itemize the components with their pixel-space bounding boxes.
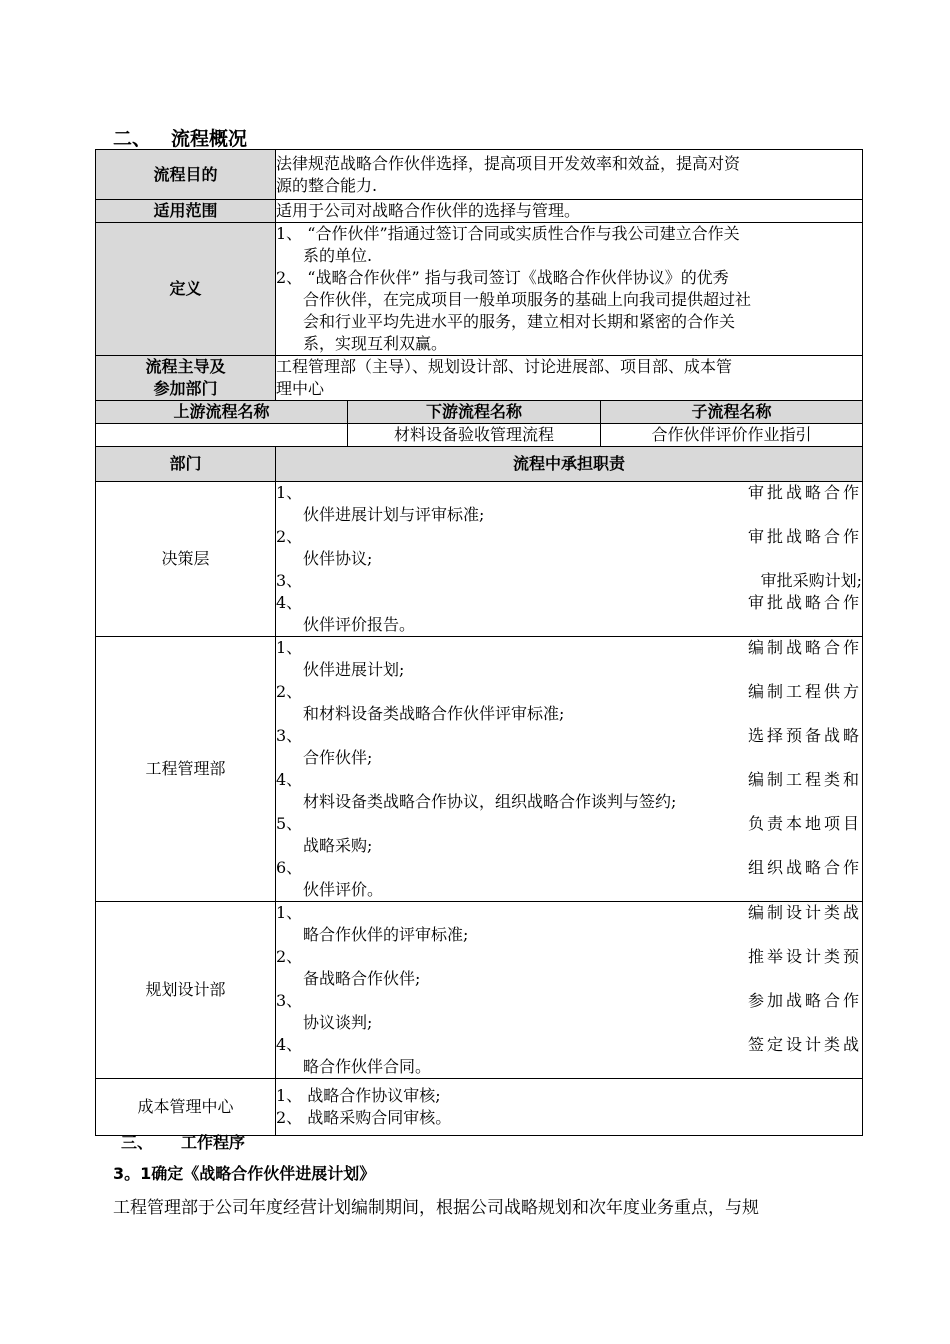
subsection-heading: 3。1确定《战略合作伙伴进展计划》 [113,1164,376,1183]
scope-label: 适用范围 [96,200,276,223]
resp-item: 2、 战略采购合同审核。 [276,1108,452,1127]
departments-text [276,356,863,401]
resp-item-cont: 合作伙伴; [303,748,373,767]
section-number: 三、 [121,1133,154,1152]
row-engineering [96,637,863,902]
section-heading-3 [121,1130,245,1153]
downstream-header: 下游流程名称 [348,401,601,424]
resp-item-cont: 略合作伙伴的评审标准; [303,925,469,944]
label-line: 参加部门 [153,379,218,398]
definition-line: 会和行业平均先进水平的服务，建立相对长期和紧密的合作关 [303,312,736,331]
responsibility-list [276,902,863,1079]
resp-item-cont: 备战略合作伙伴; [303,969,421,988]
responsibility-list [276,637,863,902]
resp-item: 2、 编制工程供方 [276,682,863,701]
related-header-row [96,401,863,424]
responsibility-list [276,482,863,637]
row-cost [96,1079,863,1136]
purpose-line: 源的整合能力. [276,175,378,195]
resp-item: 5、 负责本地项目 [276,814,863,833]
resp-item: 1、 审批战略合作 [276,483,863,502]
definition-line: 1、 “合作伙伴”指通过签订合同或实质性合作与我公司建立合作关 [276,224,740,243]
resp-item-cont: 伙伴评价。 [303,880,384,899]
definition-line: 合作伙伴，在完成项目一般单项服务的基础上向我司提供超过社 [303,290,752,309]
resp-item: 4、 审批战略合作 [276,593,863,612]
definition-line: 系，实现互利双赢。 [303,334,448,353]
responsibility-list [276,1079,863,1136]
resp-item-cont: 伙伴评价报告。 [303,615,416,634]
resp-item: 6、 组织战略合作 [276,858,863,877]
resp-header: 流程中承担职责 [276,447,863,482]
resp-item: 2、 审批战略合作 [276,527,863,546]
definition-line: 2、 “战略合作伙伴” 指与我司签订《战略合作伙伴协议》的优秀 [276,268,729,287]
row-purpose [96,150,863,200]
dept-name: 规划设计部 [96,902,276,1079]
departments-line: 理中心 [276,379,325,398]
section-title: 流程概况 [171,128,248,150]
row-departments [96,356,863,401]
row-scope [96,200,863,223]
resp-item-cont: 和材料设备类战略合作伙伴评审标准; [303,704,565,723]
departments-label [96,356,276,401]
resp-item: 1、 编制战略合作 [276,638,863,657]
body-paragraph: 工程管理部于公司年度经营计划编制期间，根据公司战略规划和次年度业务重点，与规 [113,1198,759,1218]
resp-item: 3、 参加战略合作 [276,991,863,1010]
row-planning [96,902,863,1079]
resp-item: 3、 选择预备战略 [276,726,863,745]
scope-text: 适用于公司对战略合作伙伴的选择与管理。 [276,200,863,223]
responsibility-header-row [96,447,863,482]
related-value-row [96,424,863,447]
resp-item: 4、 编制工程类和 [276,770,863,789]
section-title: 工作程序 [181,1133,246,1152]
subprocess-value: 合作伙伴评价作业指引 [601,424,863,447]
purpose-text [276,150,863,200]
row-definition [96,223,863,356]
dept-name: 工程管理部 [96,637,276,902]
purpose-label: 流程目的 [96,150,276,200]
dept-name: 决策层 [96,482,276,637]
upstream-header: 上游流程名称 [96,401,348,424]
definition-label: 定义 [96,223,276,356]
resp-item: 1、 编制设计类战 [276,903,863,922]
resp-item-cont: 伙伴进展计划与评审标准; [303,505,485,524]
upstream-value [96,424,348,447]
resp-item: 2、 推举设计类预 [276,947,863,966]
definition-line: 系的单位. [303,246,373,265]
resp-item: 4、 签定设计类战 [276,1035,863,1054]
section-number: 二、 [113,128,152,150]
downstream-value: 材料设备验收管理流程 [348,424,601,447]
resp-item-cont: 略合作伙伴合同。 [303,1057,432,1076]
section-heading-2 [113,124,247,151]
resp-item: 3、 审批采购计划; [276,571,863,590]
row-decision [96,482,863,637]
resp-item-cont: 材料设备类战略合作协议，组织战略合作谈判与签约; [303,792,677,811]
resp-item: 1、 战略合作协议审核; [276,1086,441,1105]
resp-item-cont: 伙伴协议; [303,549,373,568]
definition-text [276,223,863,356]
departments-line: 工程管理部（主导）、规划设计部、讨论进展部、项目部、成本管 [276,357,733,376]
dept-name: 成本管理中心 [96,1079,276,1136]
label-line: 流程主导及 [145,357,226,376]
dept-header: 部门 [96,447,276,482]
resp-item-cont: 协议谈判; [303,1013,373,1032]
purpose-line: 法律规范战略合作伙伴选择，提高项目开发效率和效益，提高对资 [276,153,741,173]
resp-item-cont: 战略采购; [303,836,373,855]
process-overview-table [95,149,863,1136]
resp-item-cont: 伙伴进展计划; [303,660,405,679]
subprocess-header: 子流程名称 [601,401,863,424]
